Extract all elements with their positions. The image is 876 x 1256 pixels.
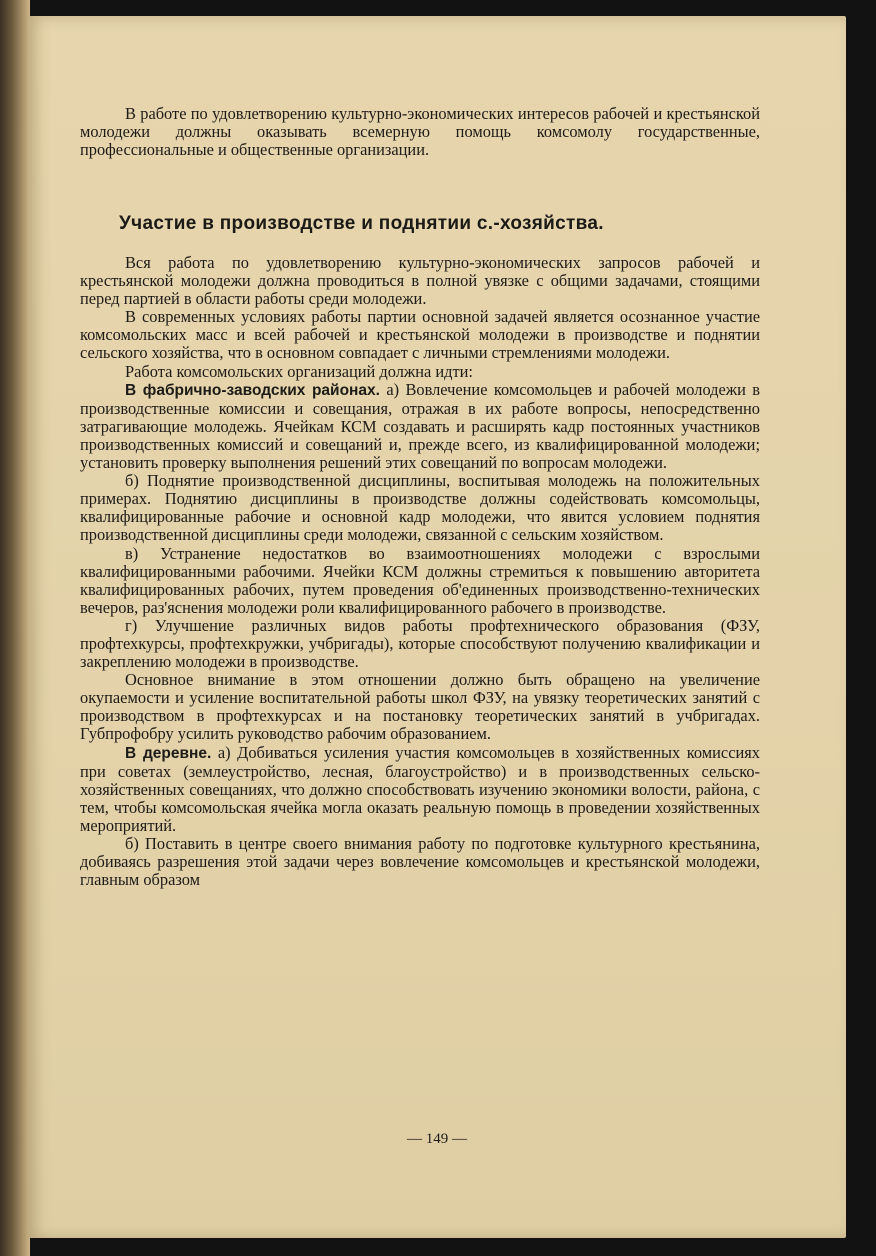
book-spine [0, 0, 30, 1256]
paragraph: Вся работа по удовлетворению культурно-экономических запросов рабочей и крестьянской молодежи должна проводиться в полной увязке с общими задачами, стоящими перед партией в области работы среди молодежи. [80, 253, 760, 309]
factory-paragraph-a [80, 381, 760, 472]
intro-block [80, 105, 760, 159]
village-paragraph-a [80, 744, 760, 835]
paragraph: В современных условиях работы партии основной задачей является осознанное участие комсомольских масс и всей рабочей и крестьянской молодежи в производстве и поднятии сельского хозяйства, что в основном совпадает с личными стремлениями молодежи. [80, 307, 760, 363]
village-label: В деревне. [125, 744, 212, 762]
section-heading: Участие в производстве и поднятии с.-хозяйства. [119, 213, 604, 234]
factory-a-text: а) Вовлечение комсомольцев и рабочей молодежи в производственные комиссии и совещания, отражая в их работе вопросы, непосредственно затрагивающие молодежь. Ячейкам КСМ создавать и расширять кадр постоянных участников производственных комиссий и совещаний и, прежде всего, из квалифицированной молодежи; установить проверку выполнения решений этих совещаний по вопросам молодежи. [80, 379, 760, 473]
section-body [80, 254, 760, 889]
factory-paragraph-b: б) Поднятие производственной дисциплины, воспитывая молодежь на положительных примерах. Поднятию дисциплины в производстве должны содействовать комсомольцы, квалифицированные рабочие и основной кадр молодежи, что явится условием поднятия производственной дисциплины среди молодежи, связанной с сельским хозяйством. [80, 471, 760, 545]
intro-paragraph: В работе по удовлетворению культурно-экономических интересов рабочей и крестьянской молодежи должны оказывать всемерную помощь комсомолу государственные, профессиональные и общественные организации. [80, 104, 760, 160]
factory-paragraph-e: Основное внимание в этом отношении должно быть обращено на увеличение окупаемости и усиление воспитательной работы школ ФЗУ, на увязку теоретических занятий с производством в профтехкурсах и на постановку теоретических занятий в учбригадах. Губпрофобру усилить руководство рабочим образованием. [80, 670, 760, 744]
factory-label: В фабрично-заводских районах. [125, 381, 380, 399]
factory-paragraph-d: г) Улучшение различных видов работы профтехнического образования (ФЗУ, профтехкурсы, профтехкружки, учбригады), которые способствуют получению квалификации и закреплению молодежи в производстве. [80, 615, 760, 672]
village-paragraph-b: б) Поставить в центре своего внимания работу по подготовке культурного крестьянина, добиваясь разрешения этой задачи через вовлечение комсомольцев и крестьянской молодежи, главным образом [80, 834, 760, 890]
paragraph: Работа комсомольских организаций должна идти: [125, 361, 473, 381]
page-number: — 149 — [407, 1131, 467, 1147]
village-a-text: а) Добиваться усиления участия комсомольцев в хозяйственных комиссиях при советах (землеустройство, лесная, благоустройство) и в производственных сельско-хозяйственных совещаниях, что должно способствовать изучению экономики волости, района, с тем, чтобы комсомольская ячейка могла оказать реальную помощь в проведении хозяйственных мероприятий. [80, 742, 760, 835]
factory-paragraph-c: в) Устранение недостатков во взаимоотношениях молодежи с взрослыми квалифицированными рабочими. Ячейки КСМ должны стремиться к повышению авторитета квалифицированных рабочих, путем проведения об'единенных производственно-технических вечеров, раз'яснения молодежи роли квалифицированного рабочего в производстве. [80, 543, 760, 617]
book-page [28, 16, 846, 1238]
